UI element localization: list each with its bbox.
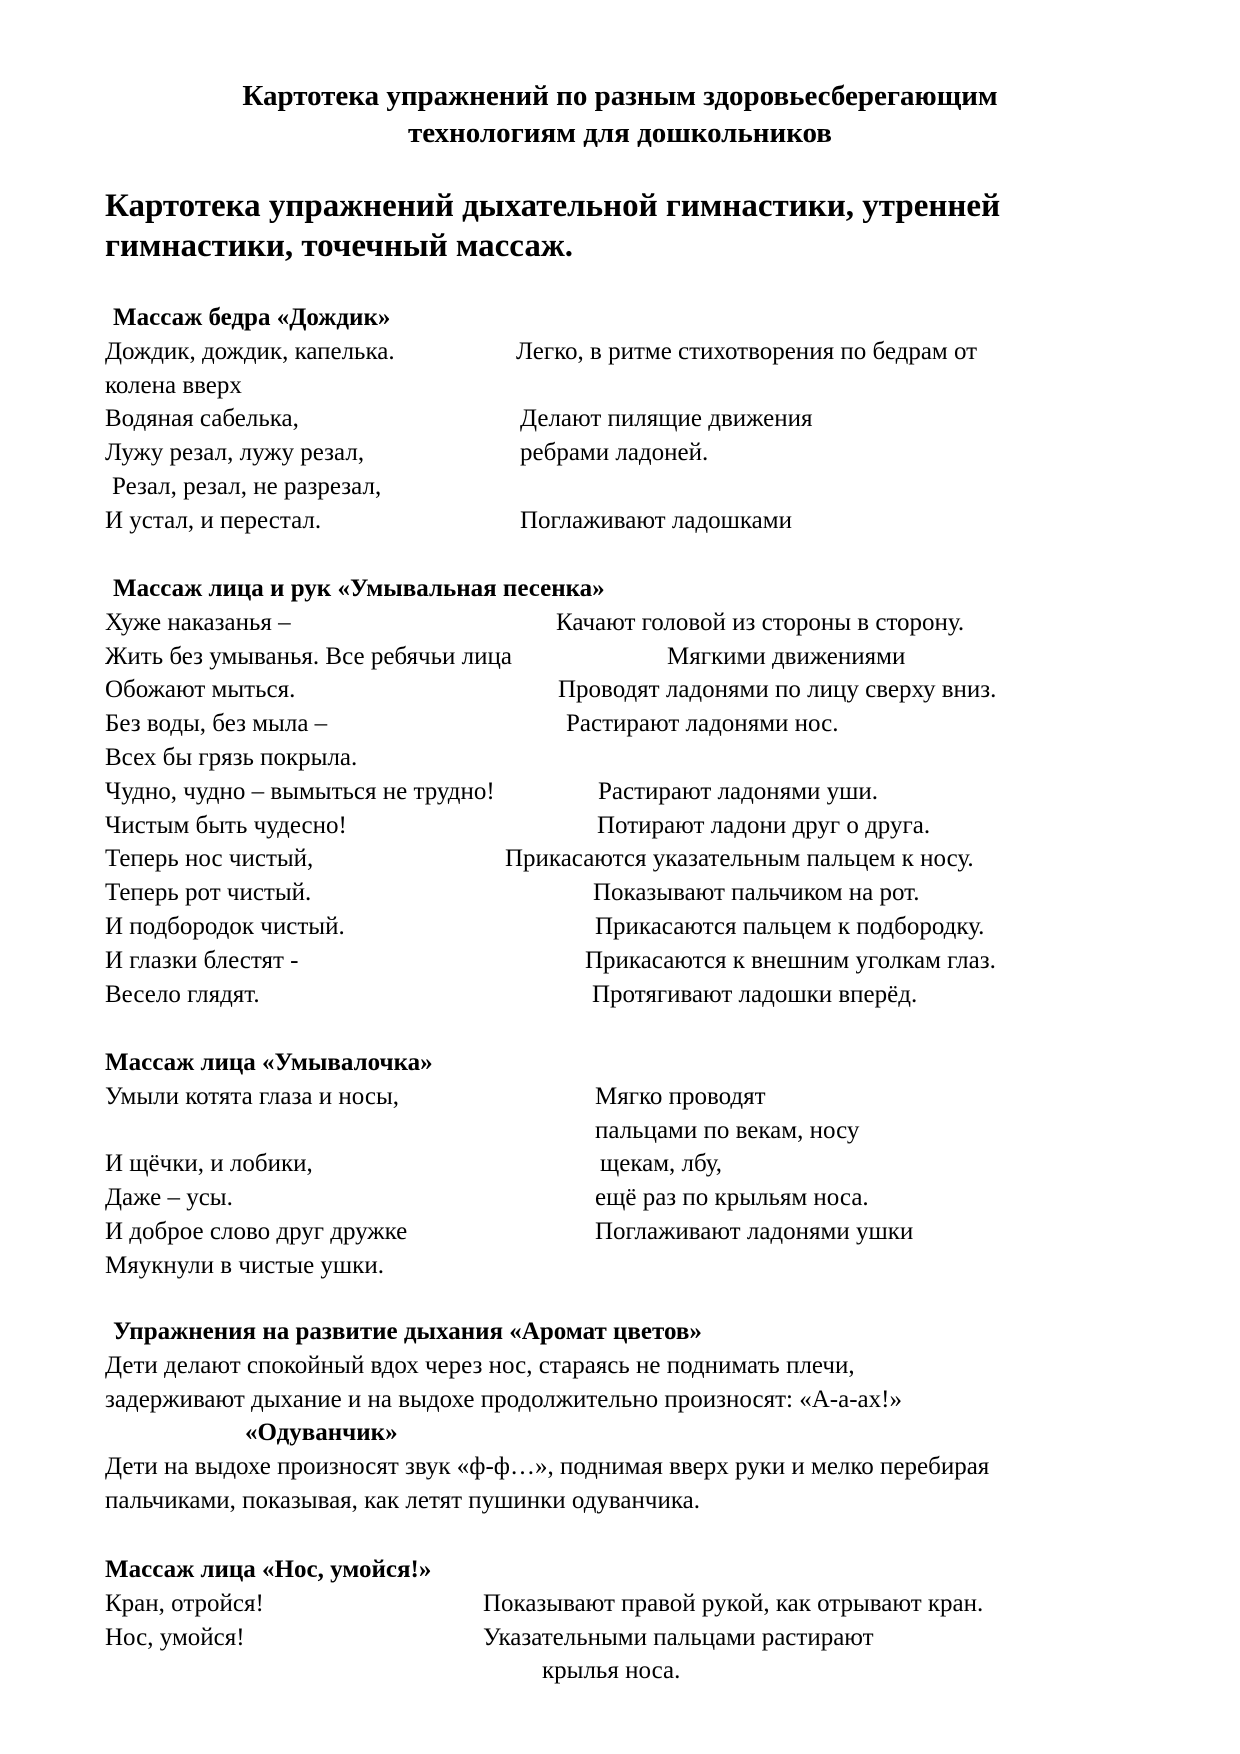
verse-line: И щёчки, и лобики, — [105, 1150, 313, 1178]
exercise-dozhdik — [0, 301, 1240, 538]
instruction-line: Прикасаются пальцем к подбородку. — [595, 912, 985, 940]
text-line: Дети делают спокойный вдох через нос, стараясь не поднимать плечи, — [105, 1351, 855, 1379]
verse-line: Чистым быть чудесно! — [105, 811, 347, 839]
instruction-line: Поглаживают ладонями ушки — [595, 1217, 914, 1245]
instruction-line: Показывают правой рукой, как отрывают кран. — [483, 1589, 984, 1617]
instruction-line: Прикасаются к внешним уголкам глаз. — [585, 946, 996, 974]
instruction-line: ребрами ладоней. — [520, 439, 709, 467]
exercise-breathing — [0, 1315, 1240, 1518]
instruction-line: Поглаживают ладошками — [520, 506, 792, 534]
verse-line: Теперь рот чистый. — [105, 879, 312, 907]
instruction-line: Мягкими движениями — [667, 642, 906, 670]
verse-line: Умыли котята глаза и носы, — [105, 1082, 399, 1110]
verse-line: Водяная сабелька, — [105, 405, 299, 433]
verse-line: Мяукнули в чистые ушки. — [105, 1251, 384, 1279]
instruction-line: Показывают пальчиком на рот. — [593, 879, 920, 907]
exercise-heading: Массаж лица «Нос, умойся!» — [105, 1556, 432, 1583]
verse-line: И глазки блестят - — [105, 946, 299, 974]
verse-line: Весело глядят. — [105, 980, 260, 1008]
section-title — [105, 186, 1000, 266]
section-title-line: Картотека упражнений дыхательной гимнастики, утренней — [105, 188, 1001, 224]
instruction-line: Делают пилящие движения — [520, 405, 813, 433]
exercise-nos-umoysya — [0, 1553, 1240, 1688]
title-line: технологиям для дошкольников — [408, 117, 832, 149]
verse-line: Теперь нос чистый, — [105, 845, 314, 873]
verse-line: Нос, умойся! — [105, 1623, 245, 1651]
verse-line: Обожают мыться. — [105, 676, 296, 704]
instruction-line: Растирают ладонями нос. — [566, 710, 839, 738]
verse-line: Хуже наказанья – — [105, 608, 291, 636]
instruction-line: Мягко проводят — [595, 1082, 766, 1110]
verse-line: Всех бы грязь покрыла. — [105, 743, 358, 771]
exercise-subheading: «Одуванчик» — [245, 1419, 398, 1447]
text-line: пальчиками, показывая, как летят пушинки одуванчика. — [105, 1486, 700, 1514]
instruction-line: Потирают ладони друг о друга. — [597, 811, 931, 839]
exercise-umyvalnaya-pesenka — [0, 572, 1240, 1011]
instruction-line: крылья носа. — [542, 1657, 681, 1685]
verse-line: Резал, резал, не разрезал, — [112, 472, 382, 500]
verse-line: Даже – усы. — [105, 1184, 233, 1212]
instruction-line: щекам, лбу, — [600, 1150, 723, 1178]
text-line: задерживают дыхание и на выдохе продолжительно произносят: «А-а-ах!» — [105, 1385, 902, 1413]
instruction-line: Растирают ладонями уши. — [598, 777, 879, 805]
verse-line: И устал, и перестал. — [105, 506, 322, 534]
verse-line: Без воды, без мыла – — [105, 710, 328, 738]
instruction-line: пальцами по векам, носу — [595, 1116, 860, 1144]
instruction-line: Проводят ладонями по лицу сверху вниз. — [558, 676, 997, 704]
verse-line: Дождик, дождик, капелька. — [105, 337, 395, 365]
document-title — [0, 78, 1240, 152]
title-line: Картотека упражнений по разным здоровьесберегающим — [242, 80, 998, 112]
verse-line: Жить без умыванья. Все ребячьи лица — [105, 642, 512, 670]
exercise-heading: Массаж лица «Умывалочка» — [105, 1049, 433, 1076]
instruction-line: Указательными пальцами растирают — [483, 1623, 874, 1651]
exercise-heading: Упражнения на развитие дыхания «Аромат цветов» — [113, 1318, 702, 1345]
instruction-line: ещё раз по крыльям носа. — [595, 1184, 869, 1212]
verse-line: Кран, отройся! — [105, 1589, 264, 1617]
section-title-line: гимнастики, точечный массаж. — [105, 228, 574, 264]
instruction-line: Качают головой из стороны в сторону. — [556, 608, 965, 636]
instruction-line: Прикасаются указательным пальцем к носу. — [505, 845, 974, 873]
exercise-umyvalochka — [0, 1046, 1240, 1283]
exercise-heading: Массаж лица и рук «Умывальная песенка» — [113, 575, 605, 602]
instruction-line: Легко, в ритме стихотворения по бедрам от — [516, 337, 978, 365]
instruction-line: Протягивают ладошки вперёд. — [592, 980, 918, 1008]
verse-line: колена вверх — [105, 371, 242, 399]
exercise-heading: Массаж бедра «Дождик» — [113, 304, 391, 331]
verse-line: Лужу резал, лужу резал, — [105, 439, 365, 467]
text-line: Дети на выдохе произносят звук «ф-ф…», поднимая вверх руки и мелко перебирая — [105, 1453, 990, 1481]
verse-line: Чудно, чудно – вымыться не трудно! — [105, 777, 495, 805]
verse-line: И подбородок чистый. — [105, 912, 345, 940]
verse-line: И доброе слово друг дружке — [105, 1217, 408, 1245]
